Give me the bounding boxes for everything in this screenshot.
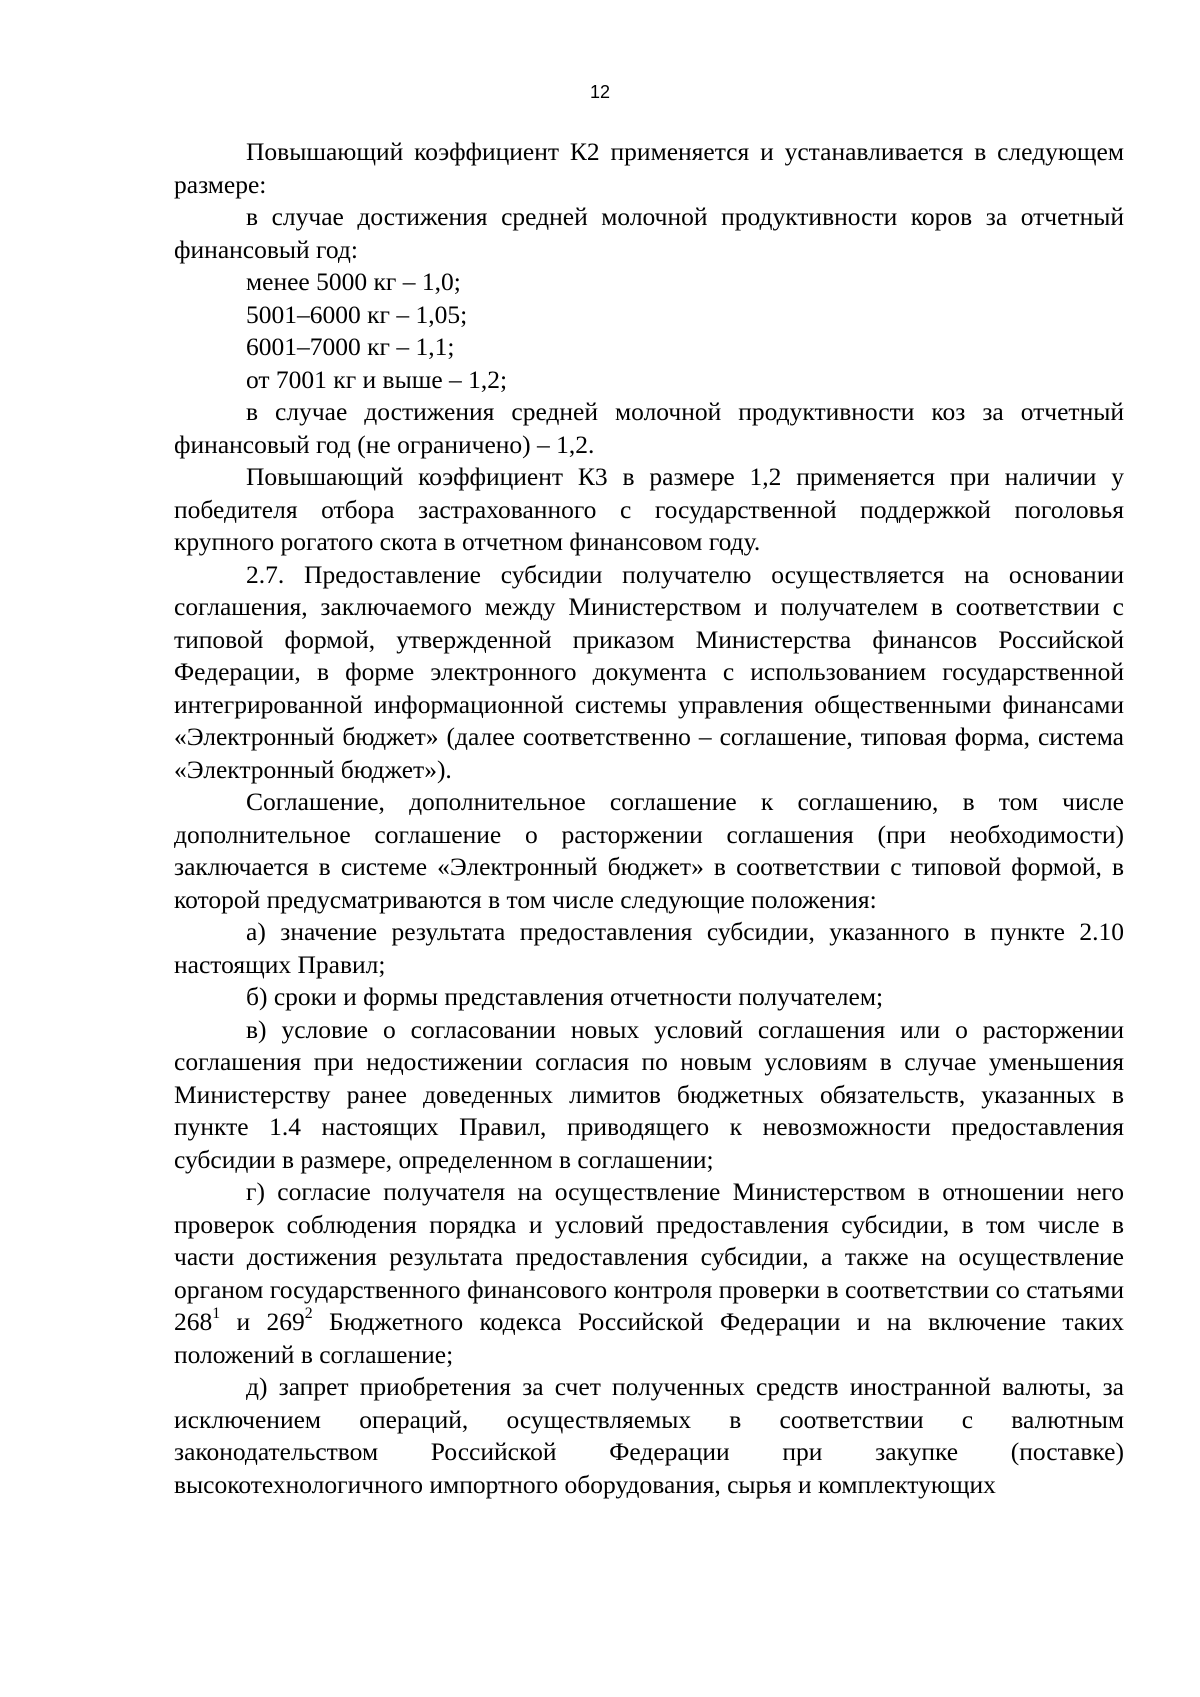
paragraph-item-b: б) сроки и формы представления отчетности получателем; bbox=[246, 982, 884, 1011]
paragraph-item-g-part2: и 269 bbox=[220, 1307, 305, 1336]
paragraph-item-v: в) условие о согласовании новых условий соглашения или о расторжении соглашения при недостижении согласия по новым условиям в случае уменьшения Министерству ранее доведенных лимитов бюджетных обязательств, указанных в пункте 1.4 настоящих Правил, приводящего к невозможности предоставления субсидии в размере, определенном в соглашении; bbox=[174, 1014, 1124, 1174]
document-body bbox=[174, 136, 1124, 1501]
paragraph-cows-condition: в случае достижения средней молочной продуктивности коров за отчетный финансовый год: bbox=[174, 202, 1124, 264]
footnote-superscript-1: 1 bbox=[212, 1305, 221, 1323]
page-number: 12 bbox=[589, 82, 611, 102]
paragraph-item-g-part1: г) согласие получателя на осуществление Министерством в отношении него проверок соблюдения порядка и условий предоставления субсидии, в том числе в части достижения результата предоставления субсидии, а также на осуществление органом государственного финансового контроля проверки в соответствии со статьями 268 bbox=[174, 1177, 1124, 1336]
coefficient-item-1: менее 5000 кг – 1,0; bbox=[246, 267, 461, 296]
coefficient-item-3: 6001–7000 кг – 1,1; bbox=[246, 332, 455, 361]
paragraph-2-7: 2.7. Предоставление субсидии получателю осуществляется на основании соглашения, заключаемого между Министерством и получателем в соответствии с типовой формой, утвержденной приказом Министерства финансов Российской Федерации, в форме электронного документа с использованием государственной интегрированной информационной системы управления общественными финансами «Электронный бюджет» (далее соответственно – соглашение, типовая форма, система «Электронный бюджет»). bbox=[174, 559, 1124, 784]
paragraph-goats-condition: в случае достижения средней молочной продуктивности коз за отчетный финансовый год (не ограничено) – 1,2. bbox=[174, 397, 1124, 459]
paragraph-item-a: а) значение результата предоставления субсидии, указанного в пункте 2.10 настоящих Правил; bbox=[174, 917, 1124, 979]
paragraph-k3: Повышающий коэффициент К3 в размере 1,2 применяется при наличии у победителя отбора застрахованного с государственной поддержкой поголовья крупного рогатого скота в отчетном финансовом году. bbox=[174, 462, 1124, 556]
footnote-superscript-2: 2 bbox=[304, 1305, 313, 1323]
coefficient-item-2: 5001–6000 кг – 1,05; bbox=[246, 299, 468, 329]
paragraph-item-g bbox=[174, 1176, 1124, 1371]
paragraph-item-d: д) запрет приобретения за счет полученных средств иностранной валюты, за исключением операций, осуществляемых в соответствии с валютным законодательством Российской Федерации при закупке (поставке) высокотехнологичного импортного оборудования, сырья и комплектующих bbox=[174, 1372, 1124, 1499]
paragraph-k2-intro: Повышающий коэффициент К2 применяется и устанавливается в следующем размере: bbox=[174, 137, 1124, 199]
paragraph-agreement: Соглашение, дополнительное соглашение к соглашению, в том числе дополнительное соглашение о расторжении соглашения (при необходимости) заключается в системе «Электронный бюджет» в соответствии с типовой формой, в которой предусматриваются в том числе следующие положения: bbox=[174, 787, 1124, 914]
paragraph-item-g-part3: Бюджетного кодекса Российской Федерации и на включение таких положений в соглашение; bbox=[174, 1307, 1124, 1369]
coefficient-item-4: от 7001 кг и выше – 1,2; bbox=[246, 364, 508, 394]
